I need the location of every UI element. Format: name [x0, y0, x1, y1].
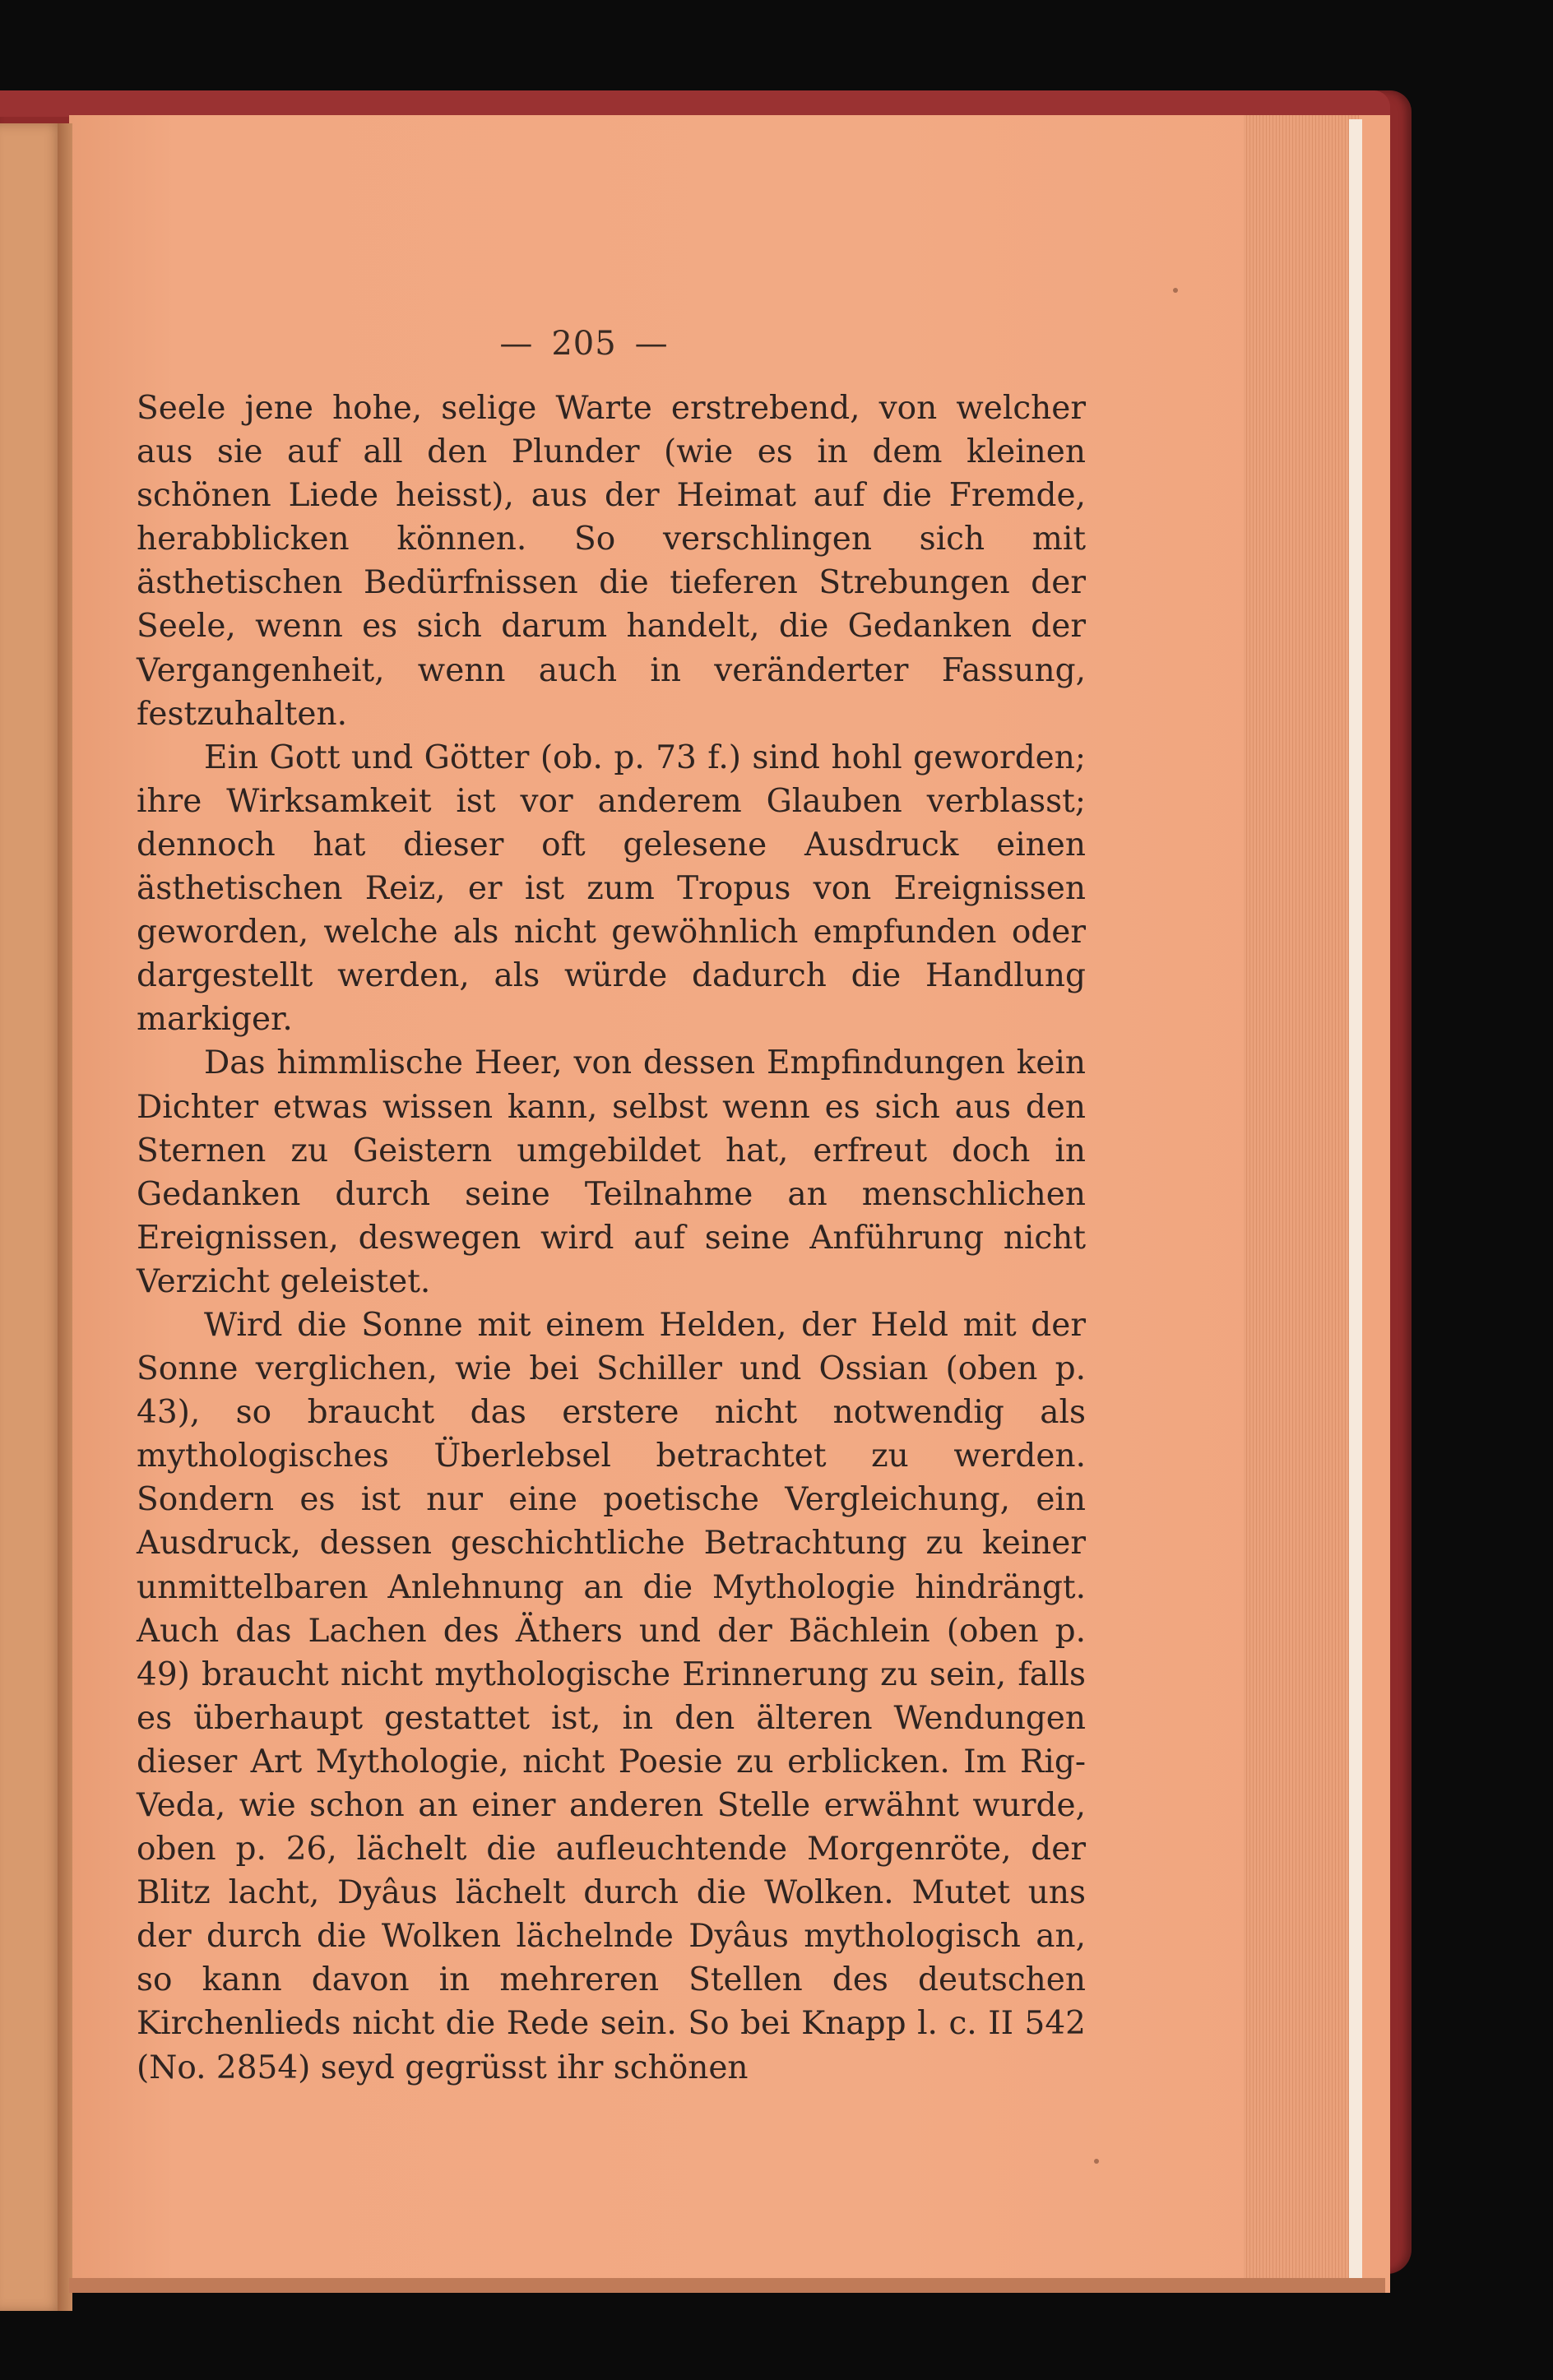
- book-gutter: [58, 123, 72, 2311]
- header-dash-left: —: [499, 325, 534, 363]
- page-number: 205: [551, 325, 617, 363]
- paragraph-4: Wird die Sonne mit einem Helden, der Held mit der Sonne verglichen, wie bei Schiller und Ossian (oben p. 43), so braucht das erstere nicht notwendig als mythologisches Überlebsel betrachtet zu werden. Sondern es ist nur eine poetische Vergleichung, ein Ausdruck, dessen geschichtliche Betrachtung zu keiner unmittelbaren Anlehnung an die Mythologie hindrängt. Auch das Lachen des Äthers und der Bächlein (oben p. 49) braucht nicht mythologische Erinnerung zu sein, falls es überhaupt gestattet ist, in den älteren Wendungen dieser Art Mythologie, nicht Poesie zu erblicken. Im Rig-Veda, wie schon an einer anderen Stelle erwähnt wurde, oben p. 26, lächelt die aufleuchtende Morgenröte, der Blitz lacht, Dyâus lächelt durch die Wolken. Mutet uns der durch die Wolken lächelnde Dyâus mythologisch an, so kann davon in mehreren Stellen des deutschen Kirchenlieds nicht die Rede sein. So bei Knapp l. c. II 542 (No. 2854) seyd gegrüsst ihr schönen: [137, 1306, 1086, 2086]
- page-fore-edge: [1349, 119, 1362, 2282]
- left-page-edge: [0, 123, 64, 2311]
- header-dash-right: —: [634, 325, 669, 363]
- page-bottom-edge: [69, 2278, 1385, 2293]
- cover-top-edge: [0, 90, 1390, 117]
- body-text: [137, 387, 1086, 2090]
- page-header: [0, 325, 1168, 363]
- paper-speck: [1173, 288, 1178, 293]
- page-leaves-edge: [1244, 115, 1359, 2293]
- paragraph-3: Das himmlische Heer, von dessen Empfindungen kein Dichter etwas wissen kann, selbst wenn es sich aus den Sternen zu Geistern umgebildet hat, erfreut doch in Gedanken durch seine Teilnahme an menschlichen Ereignissen, deswegen wird auf seine Anführung nicht Verzicht geleistet.: [137, 1044, 1086, 1300]
- paragraph-1: Seele jene hohe, selige Warte erstrebend, von welcher aus sie auf all den Plunder (wie es in dem kleinen schönen Liede heisst), aus der Heimat auf die Fremde, herabblicken können. So verschlingen sich mit ästhetischen Bedürfnissen die tieferen Strebungen der Seele, wenn es sich darum handelt, die Gedanken der Vergangenheit, wenn auch in veränderter Fassung, festzuhalten.: [137, 390, 1086, 733]
- paper-speck: [1094, 2159, 1099, 2164]
- paragraph-2: Ein Gott und Götter (ob. p. 73 f.) sind hohl geworden; ihre Wirksamkeit ist vor anderem Glauben verblasst; dennoch hat dieser oft gelesene Ausdruck einen ästhetischen Reiz, er ist zum Tropus von Ereignissen geworden, welche als nicht gewöhnlich empfunden oder dargestellt werden, als würde dadurch die Handlung markiger.: [137, 739, 1086, 1039]
